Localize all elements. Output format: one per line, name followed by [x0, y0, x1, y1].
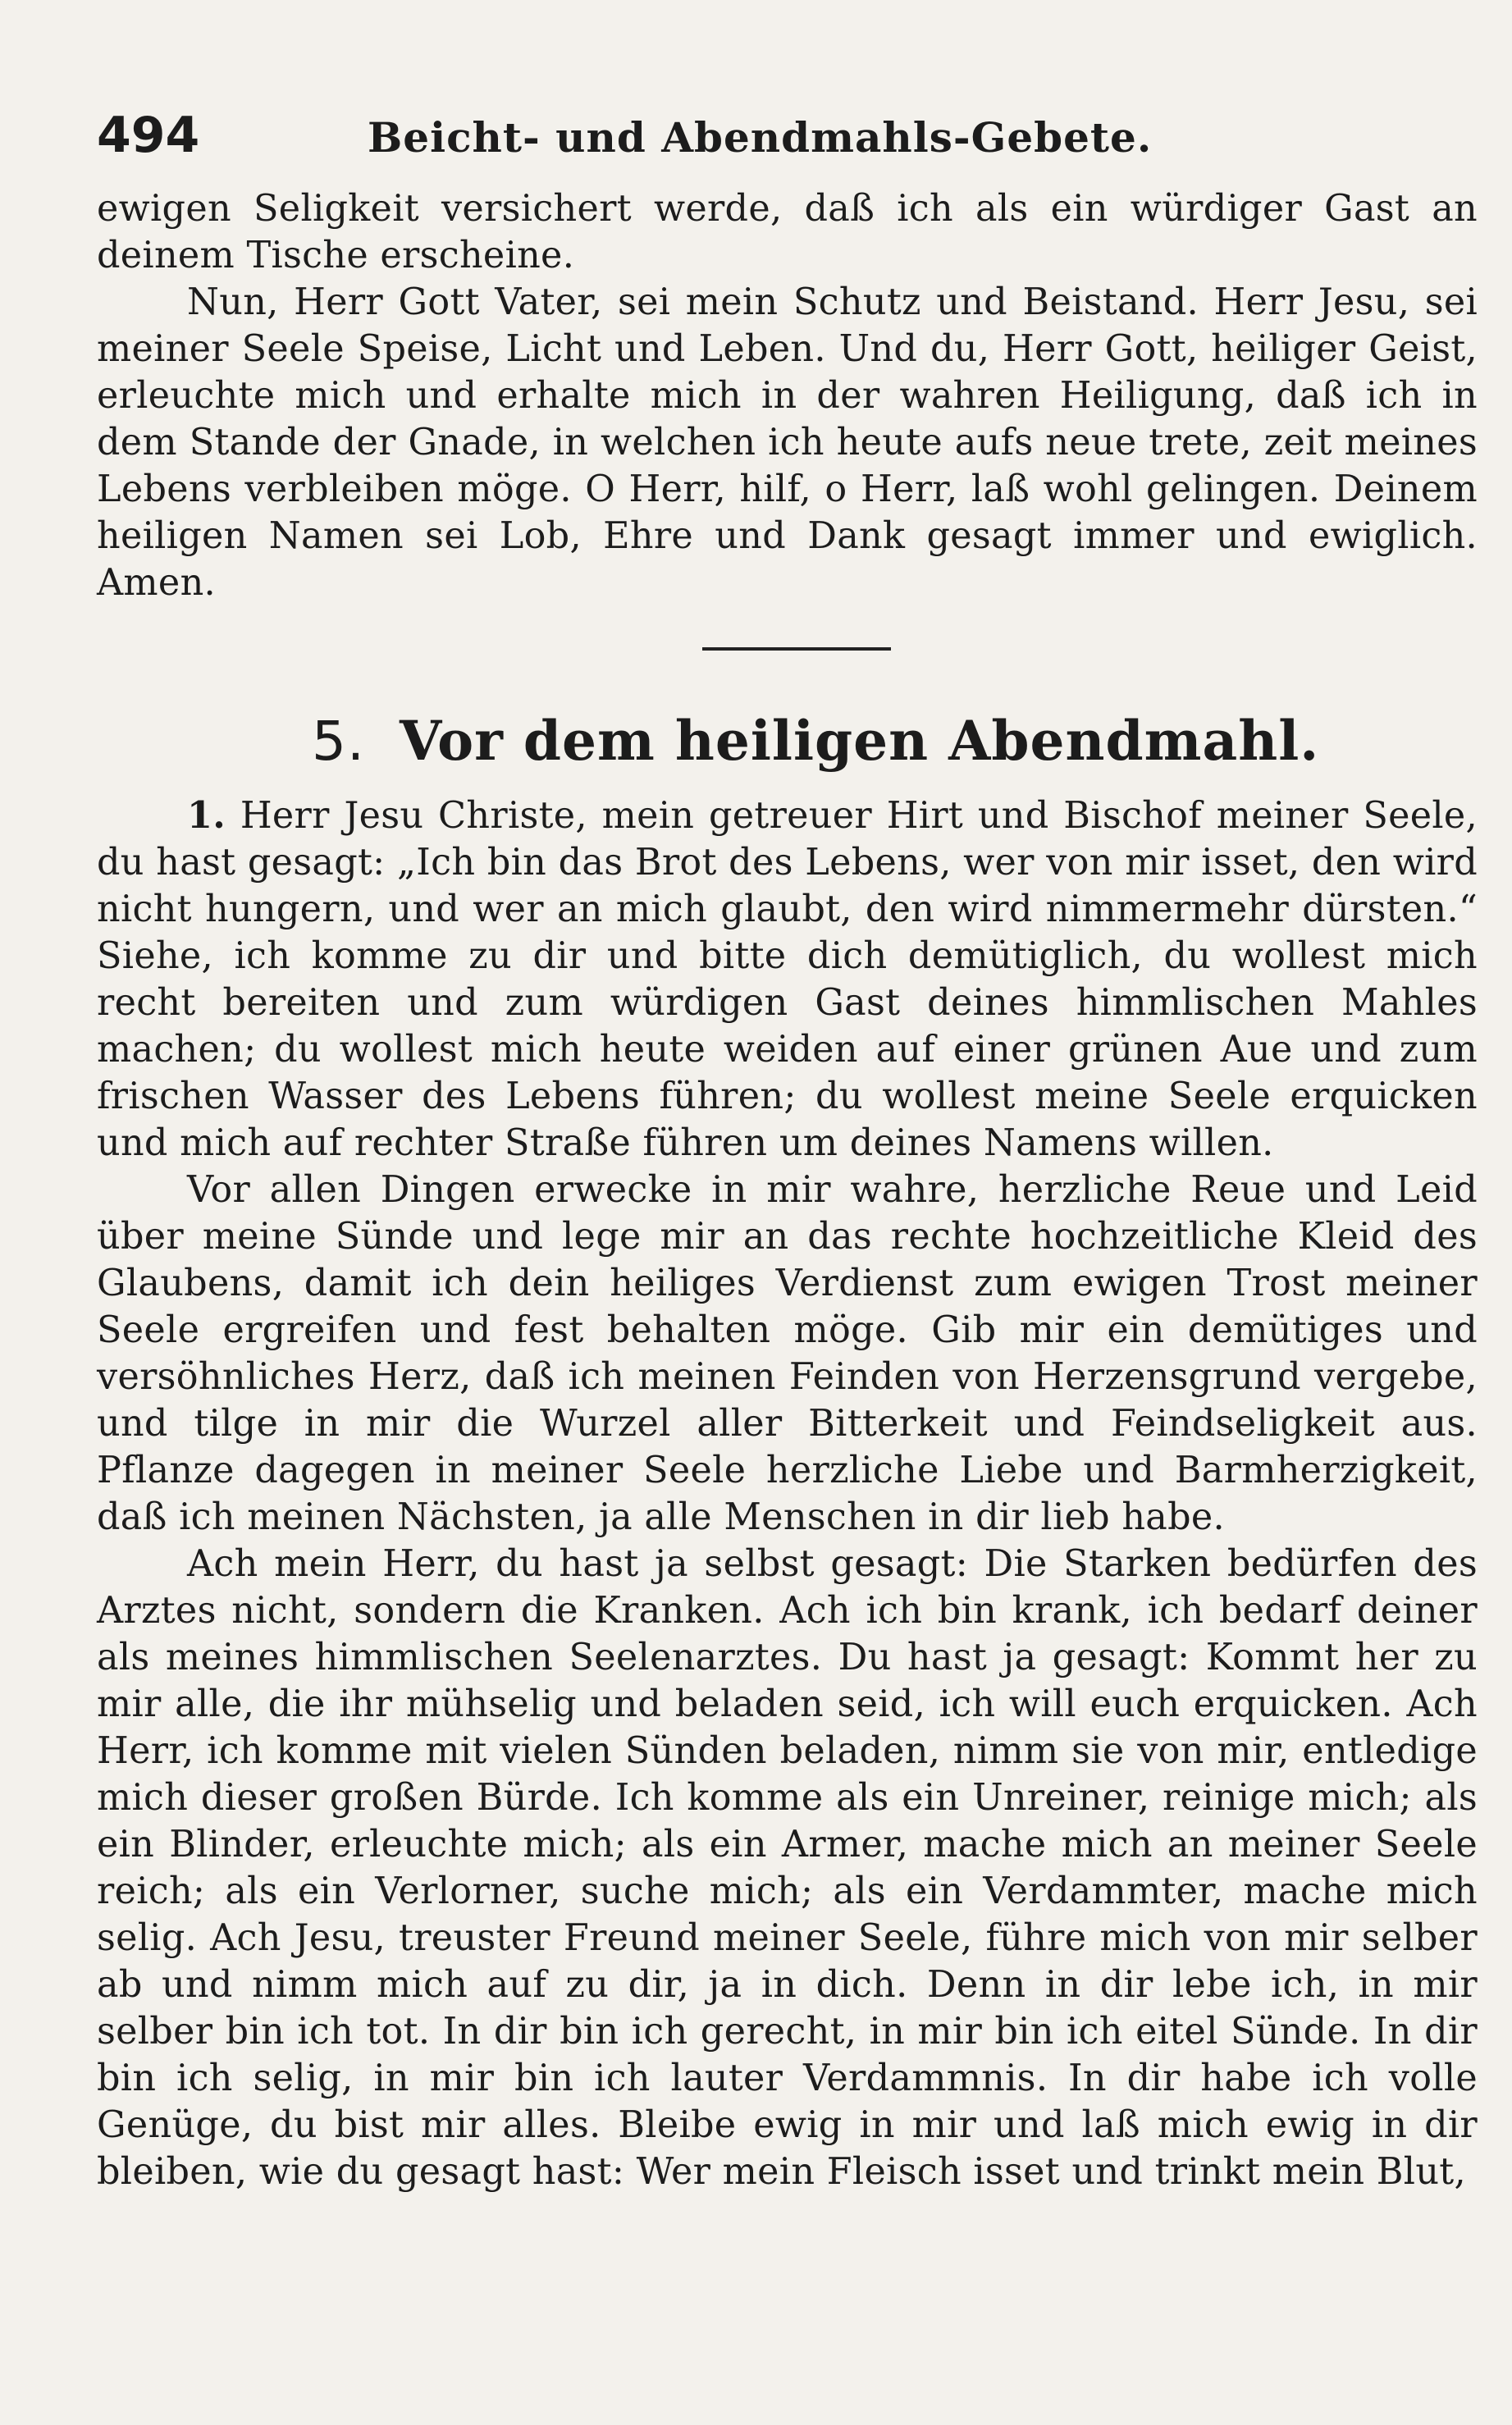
page-number: 494 — [97, 107, 200, 164]
paragraph-number: 1. — [187, 794, 226, 837]
prayer-paragraph-2: Vor allen Dingen erwecke in mir wahre, herzliche Reue und Leid über meine Sünde und lege mir an das rechte hochzeitliche Kleid des Glaubens, damit ich dein heiliges Verdienst zum ewigen Trost meiner Seele ergreifen und fest behalten möge. Gib mir ein demütiges und versöhnliches Herz, daß ich meinen Feinden von Herzensgrund vergebe, und tilge in mir die Wurzel aller Bitterkeit und Feindseligkeit aus. Pflanze dagegen in meiner Seele herzliche Liebe und Barmherzigkeit, daß ich meinen Nächsten, ja alle Menschen in dir lieb habe. — [97, 1169, 1478, 1538]
section-heading — [97, 708, 1478, 774]
section-divider — [702, 647, 891, 651]
prayer-paragraph-1 — [97, 792, 1478, 1167]
page-header — [97, 107, 1478, 185]
running-title: Beicht- und Abendmahls-Gebete. — [368, 113, 1153, 162]
intro-paragraph: Nun, Herr Gott Vater, sei mein Schutz und Beistand. Herr Jesu, sei meiner Seele Speise, Licht und Leben. Und du, Herr Gott, heiliger Geist, erleuchte mich und erhalte mich in der wahren Heiligung, daß ich in dem Stande der Gnade, in welchen ich heute aufs neue trete, zeit meines Lebens verbleiben möge. O Herr, hilf, o Herr, laß wohl gelingen. Deinem heiligen Namen sei Lob, Ehre und Dank gesagt immer und ewiglich. Amen. — [97, 281, 1478, 604]
section-number: 5. — [312, 710, 365, 773]
intro-paragraph-continued: ewigen Seligkeit versichert werde, daß ich als ein würdiger Gast an deinem Tische erscheine. — [97, 188, 1478, 276]
paragraph-text: Herr Jesu Christe, mein getreuer Hirt und Bischof meiner Seele, du hast gesagt: „Ich bin das Brot des Lebens, wer von mir isset, den wird nicht hungern, und wer an mich glaubt, den wird nimmermehr dürsten.“ Siehe, ich komme zu dir und bitte dich demütiglich, du wollest mich recht bereiten und zum würdigen Gast deines himmlischen Mahles machen; du wollest mich heute weiden auf einer grünen Aue und zum frischen Wasser des Lebens führen; du wollest meine Seele erquicken und mich auf rechter Straße führen um deines Namens willen. — [97, 795, 1478, 1164]
prayer-paragraph-3: Ach mein Herr, du hast ja selbst gesagt: Die Starken bedürfen des Arztes nicht, sondern die Kranken. Ach ich bin krank, ich bedarf deiner als meines himmlischen Seelenarztes. Du hast ja gesagt: Kommt her zu mir alle, die ihr mühselig und beladen seid, ich will euch erquicken. Ach Herr, ich komme mit vielen Sünden beladen, nimm sie von mir, entledige mich dieser großen Bürde. Ich komme als ein Unreiner, reinige mich; als ein Blinder, erleuchte mich; als ein Armer, mache mich an meiner Seele reich; als ein Verlorner, suche mich; als ein Verdammter, mache mich selig. Ach Jesu, treuster Freund meiner Seele, führe mich von mir selber ab und nimm mich auf zu dir, ja in dich. Denn in dir lebe ich, in mir selber bin ich tot. In dir bin ich gerecht, in mir bin ich eitel Sünde. In dir bin ich selig, in mir bin ich lauter Verdammnis. In dir habe ich volle Genüge, du bist mir alles. Bleibe ewig in mir und laß mich ewig in dir bleiben, wie du gesagt hast: Wer mein Fleisch isset und trinkt mein Blut, — [97, 1543, 1478, 2193]
section-title: Vor dem heiligen Abendmahl. — [399, 709, 1320, 773]
